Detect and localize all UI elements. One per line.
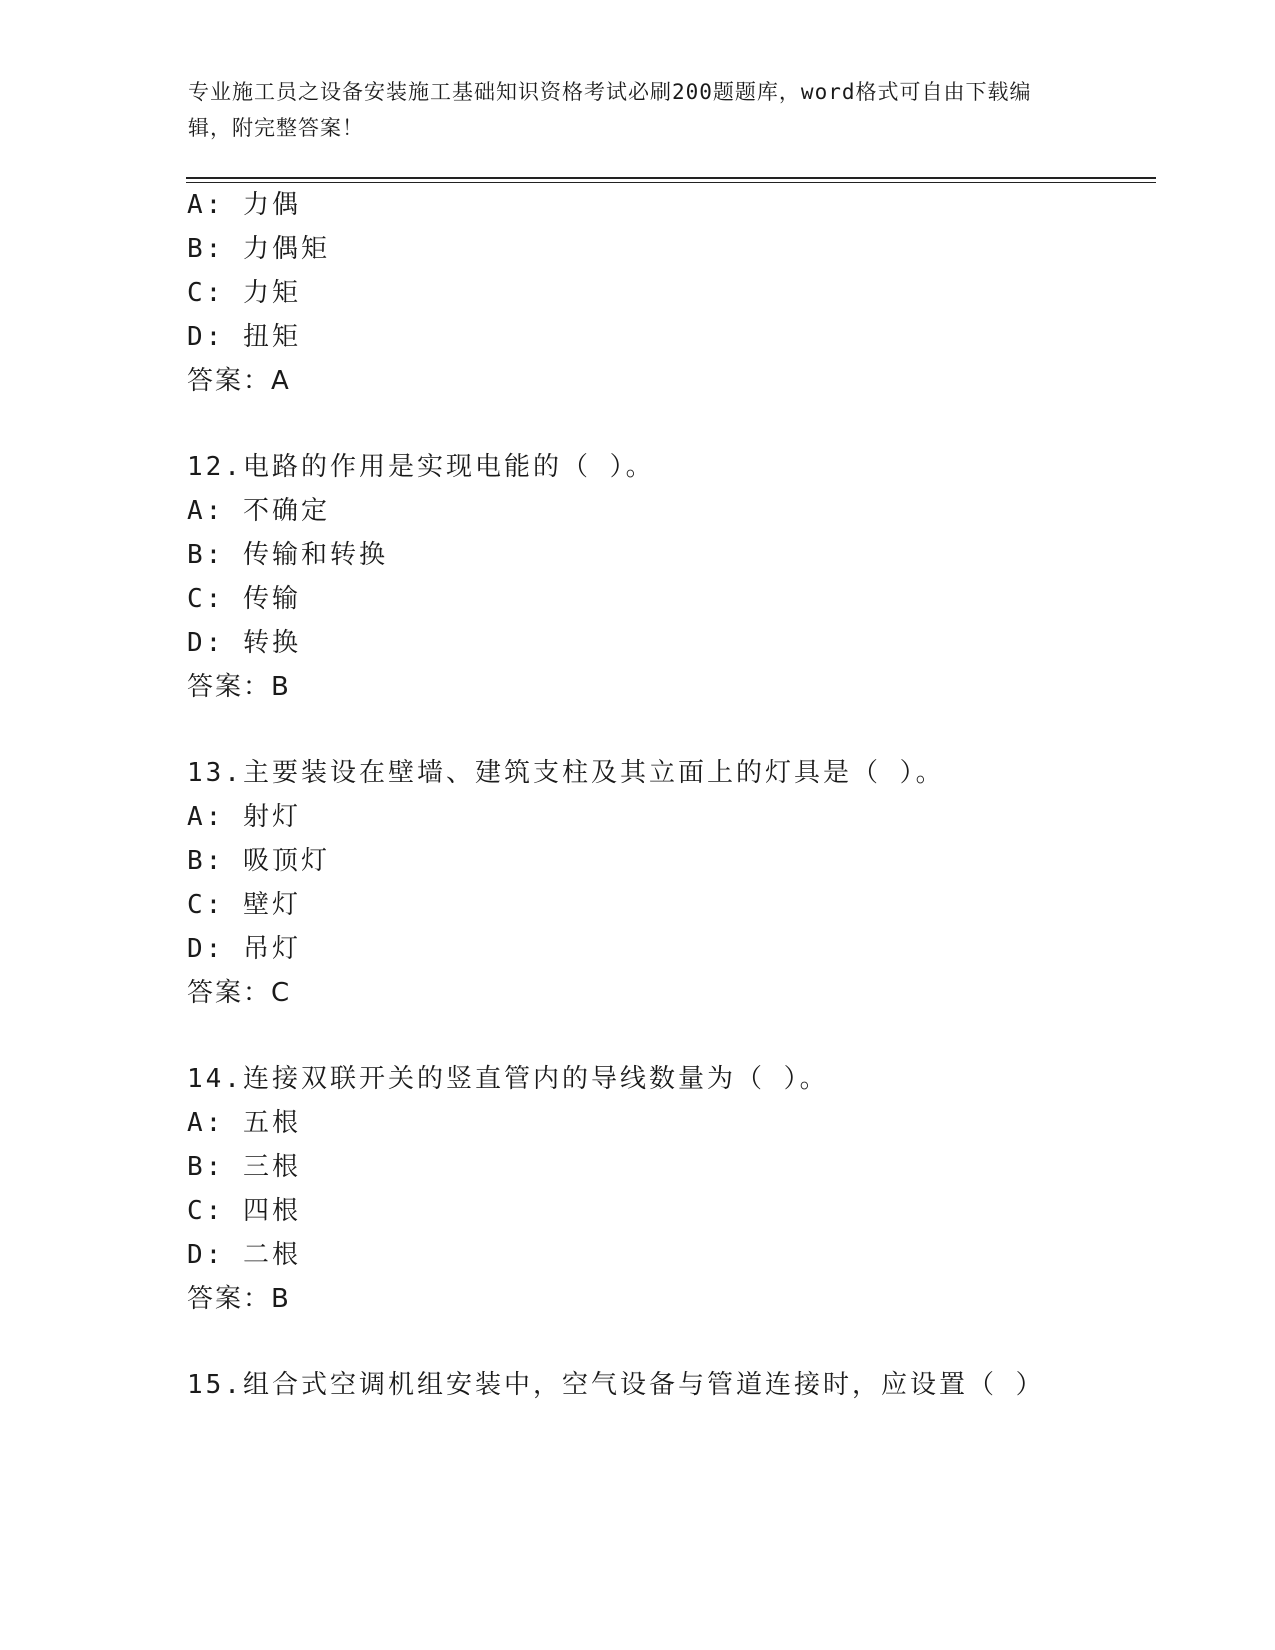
option-a: A: 五根 — [187, 1108, 301, 1138]
option-c: C: 力矩 — [187, 278, 301, 308]
question-stem: 15.组合式空调机组安装中，空气设备与管道连接时，应设置（ ） — [187, 1370, 1045, 1400]
document-header: 专业施工员之设备安装施工基础知识资格考试必刷200题题库，word格式可自由下载编辑，附完整答案！ — [188, 80, 1032, 140]
option-c: C: 壁灯 — [187, 890, 301, 920]
question-stem: 12.电路的作用是实现电能的（ ）。 — [187, 452, 655, 482]
option-a: A: 射灯 — [187, 802, 301, 832]
option-b: B: 吸顶灯 — [187, 846, 330, 876]
header-divider-thin — [186, 182, 1156, 183]
answer: 答案：C — [187, 978, 292, 1008]
option-d: D: 吊灯 — [187, 934, 301, 964]
answer: 答案：A — [187, 366, 291, 396]
answer: 答案：B — [187, 1284, 291, 1314]
option-b: B: 三根 — [187, 1152, 301, 1182]
option-d: D: 转换 — [187, 628, 301, 658]
answer: 答案：B — [187, 672, 291, 702]
option-c: C: 四根 — [187, 1196, 301, 1226]
option-d: D: 二根 — [187, 1240, 301, 1270]
option-a: A: 力偶 — [187, 190, 301, 220]
option-b: B: 传输和转换 — [187, 540, 388, 570]
question-stem: 13.主要装设在壁墙、建筑支柱及其立面上的灯具是（ ）。 — [187, 758, 945, 788]
question-stem: 14.连接双联开关的竖直管内的导线数量为（ ）。 — [187, 1064, 829, 1094]
option-c: C: 传输 — [187, 584, 301, 614]
option-b: B: 力偶矩 — [187, 234, 330, 264]
option-a: A: 不确定 — [187, 496, 330, 526]
header-divider-thick — [186, 177, 1156, 179]
option-d: D: 扭矩 — [187, 322, 301, 352]
